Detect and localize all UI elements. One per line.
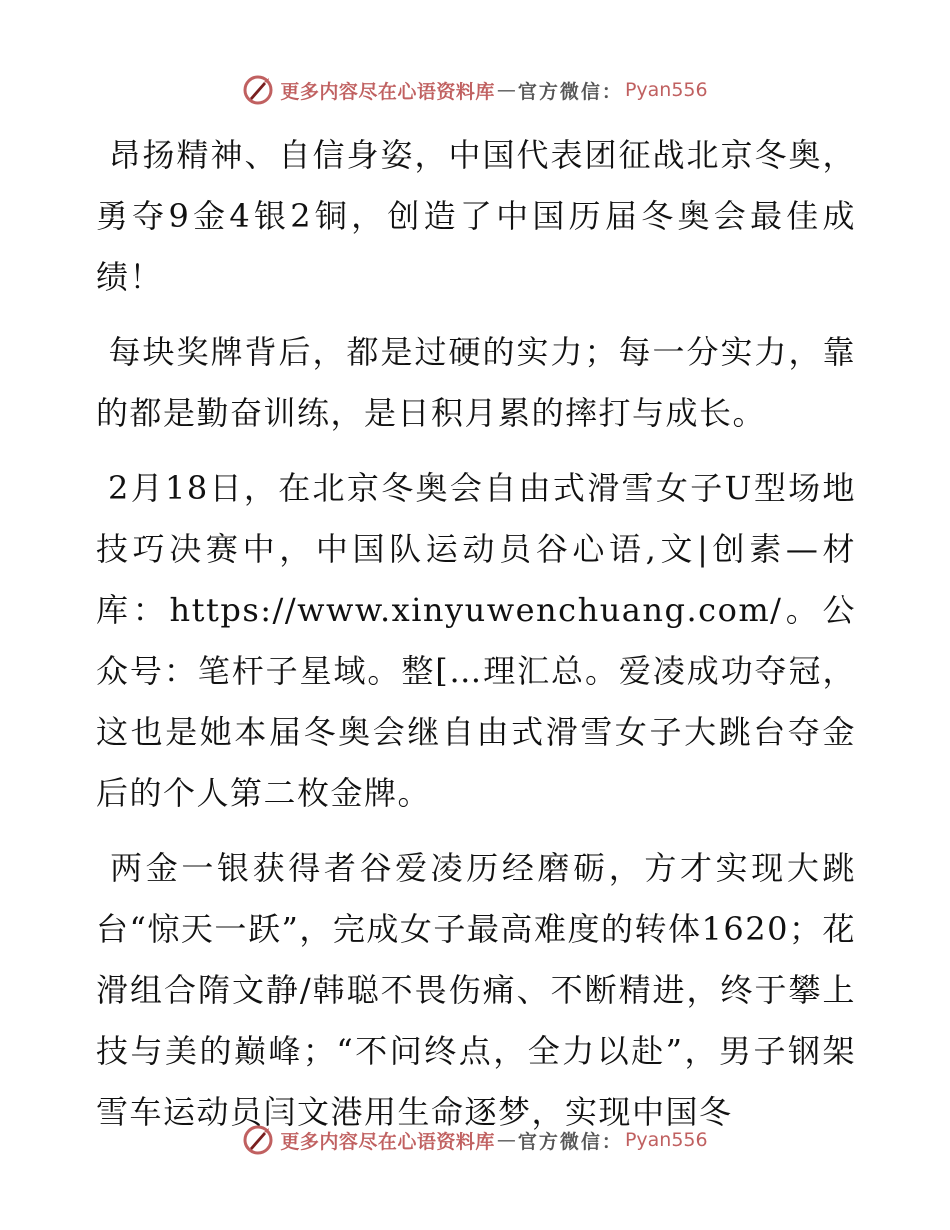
paragraph-2 (96, 322, 856, 444)
paragraph-4 (96, 838, 856, 1143)
banner-brand-text: 更多内容尽在心语资料库 (280, 80, 495, 103)
banner-separator: — (496, 1129, 516, 1151)
paragraph-text: 2月18日，在北京冬奥会自由式滑雪女子U型场地技巧决赛中，中国队运动员谷心语,文|创素—材库：https://www.xinyuwenchuang.com/。公众号：笔杆子星域。整[…理汇总。爱凌成功夺冠，这也是她本届冬奥会继自由式滑雪女子大跳台夺金后的个人第二枚金牌。 (96, 469, 856, 812)
paragraph-text: 两金一银获得者谷爱凌历经磨砺，方才实现大跳台“惊天一跃”，完成女子最高难度的转体1620；花滑组合隋文静/韩聪不畏伤痛、不断精进，终于攀上技与美的巅峰；“不问终点，全力以赴”，男子钢架雪车运动员闫文港用生命逐梦，实现中国冬 (96, 849, 856, 1131)
banner-colon: ： (601, 1130, 623, 1153)
paragraph-text: 昂扬精神、自信身姿，中国代表团征战北京冬奥，勇夺9金4银2铜，创造了中国历届冬奥会最佳成绩！ (96, 136, 856, 296)
header-banner (0, 70, 950, 110)
banner-wechat-id: Pyan556 (624, 79, 708, 101)
quill-logo-icon (242, 74, 274, 106)
paragraph-text: 每块奖牌背后，都是过硬的实力；每一分实力，靠的都是勤奋训练，是日积月累的摔打与成长。 (96, 333, 856, 432)
banner-wechat-id: Pyan556 (624, 1129, 708, 1151)
banner-official-label: 官方微信 (517, 80, 602, 103)
banner-separator: — (496, 79, 516, 101)
paragraph-3 (96, 458, 856, 824)
footer-banner (0, 1120, 950, 1160)
document-body (96, 125, 856, 1157)
banner-official-label: 官方微信 (517, 1130, 602, 1153)
quill-logo-icon (242, 1124, 274, 1156)
banner-colon: ： (601, 80, 623, 103)
banner-brand-text: 更多内容尽在心语资料库 (280, 1130, 495, 1153)
paragraph-1 (96, 125, 856, 308)
